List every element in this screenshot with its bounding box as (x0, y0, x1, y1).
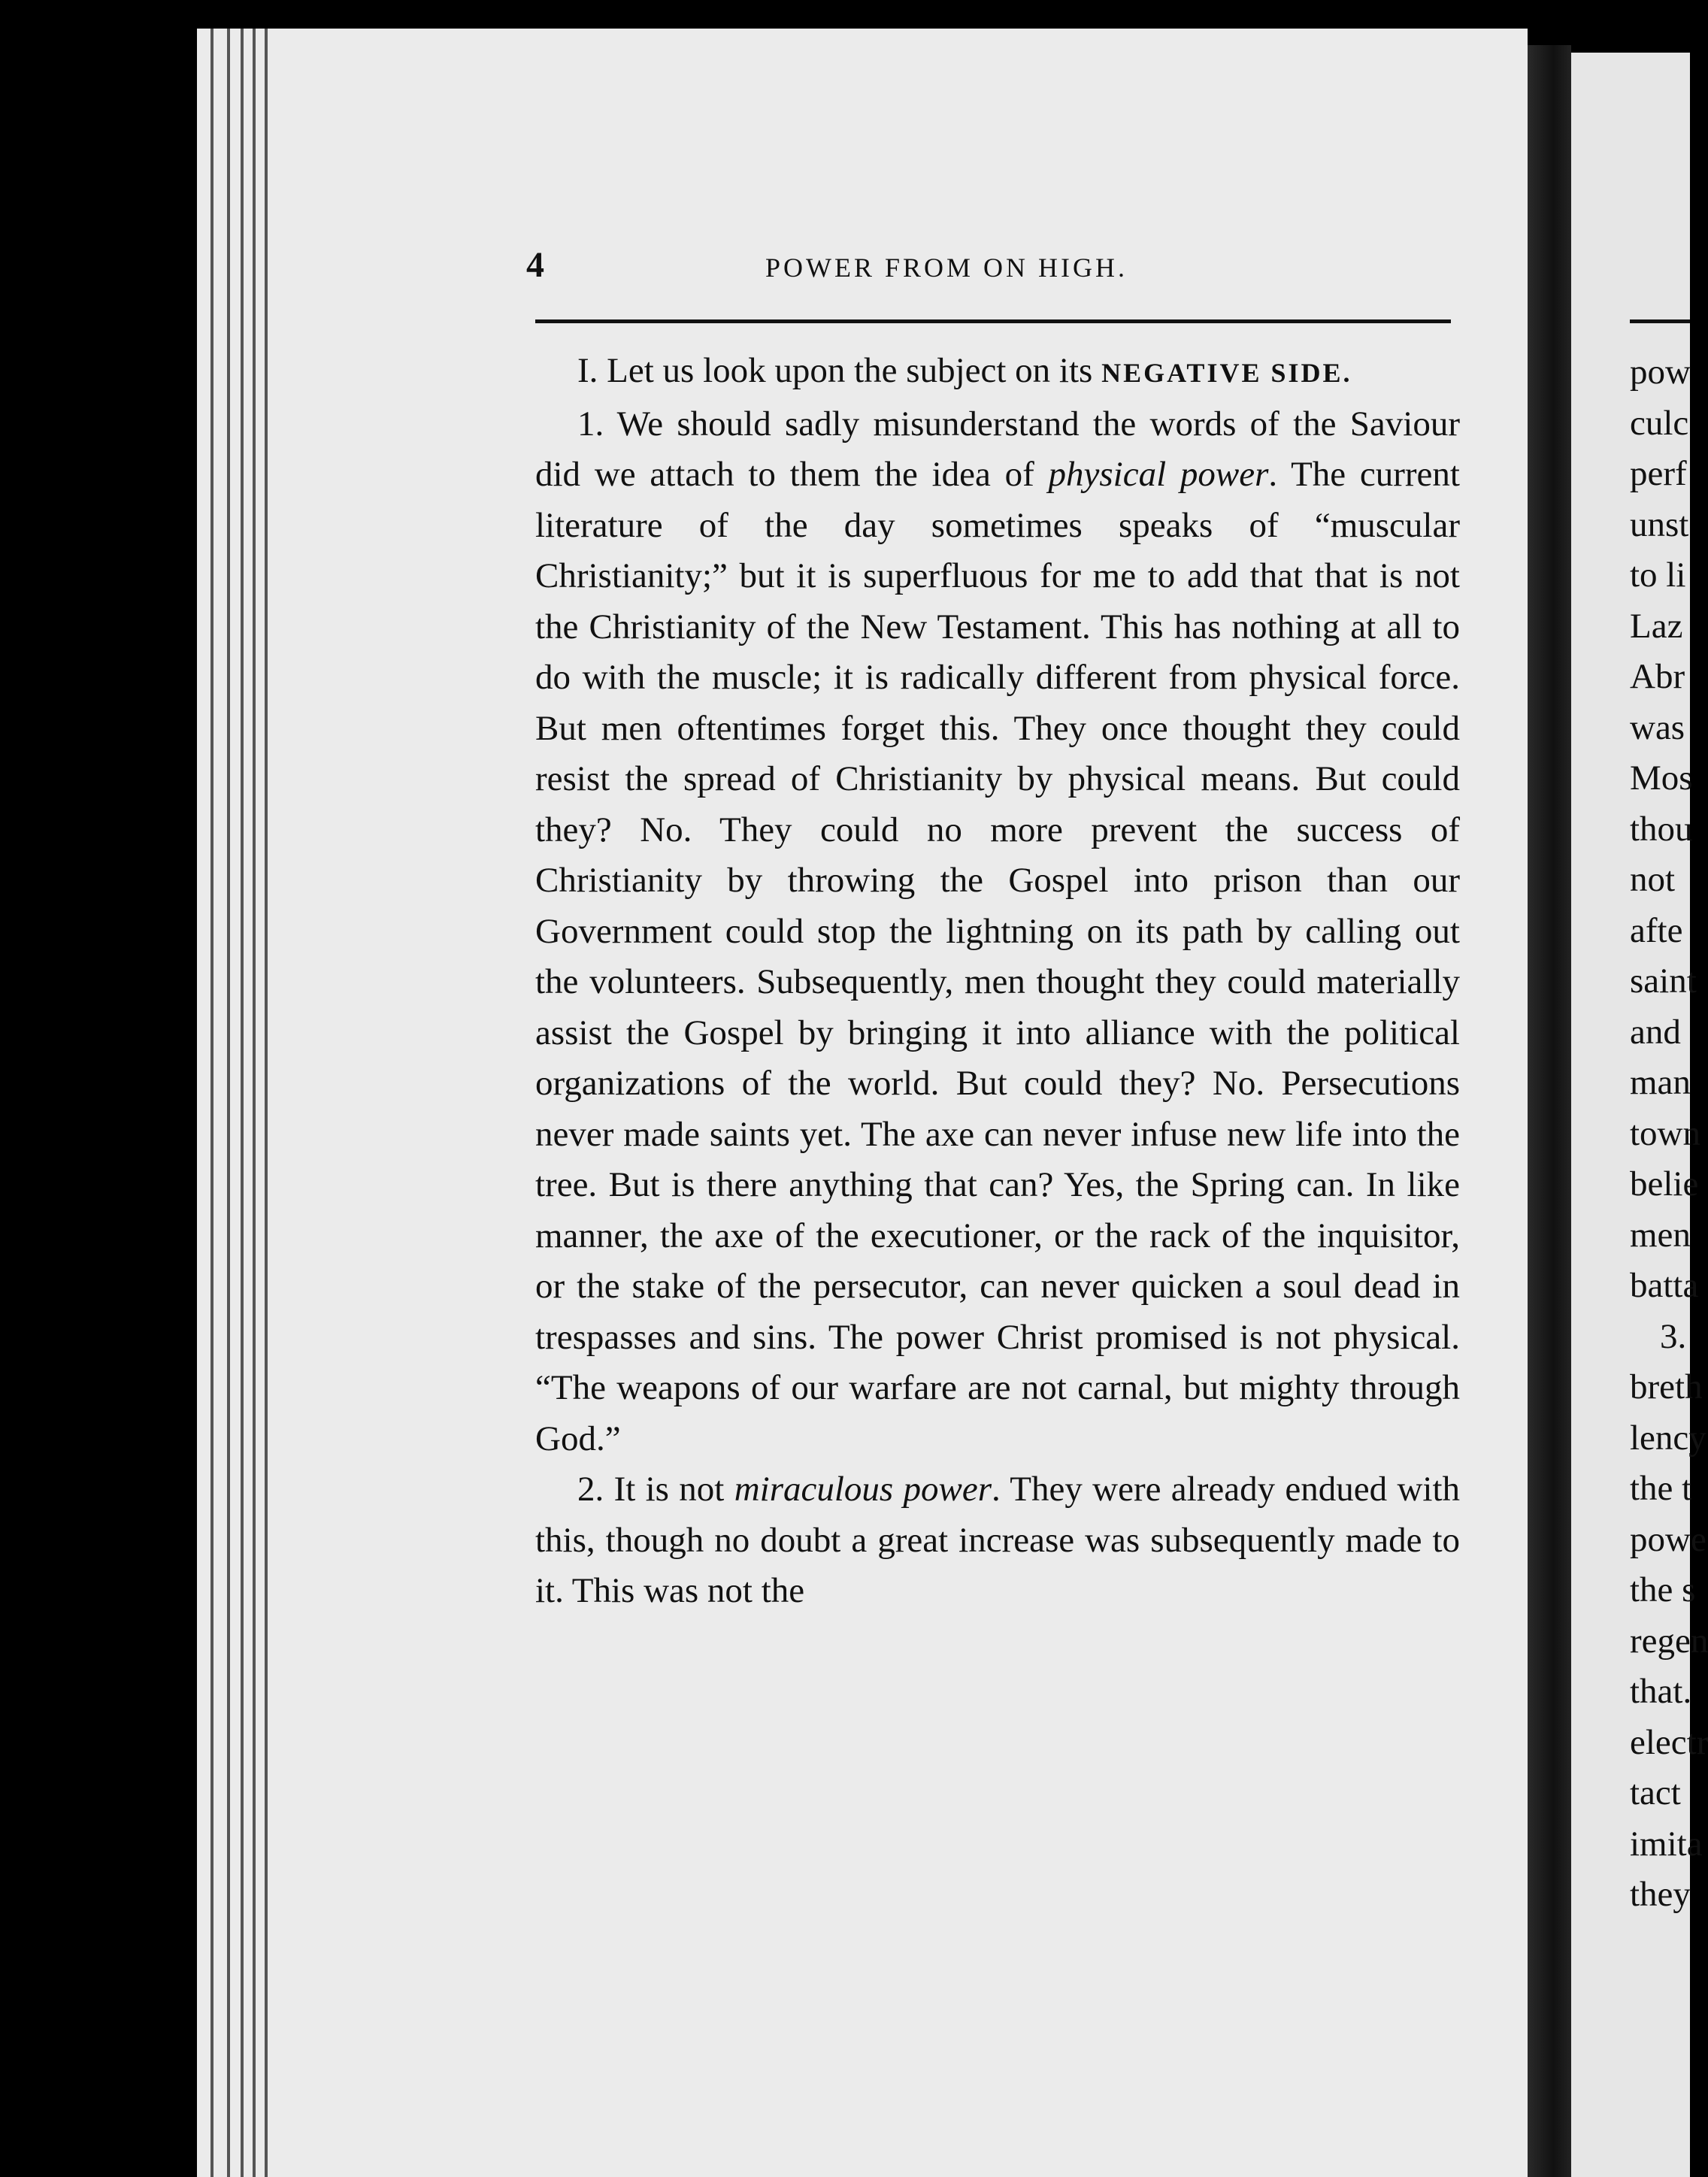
right-page-line: Mos (1630, 758, 1693, 798)
right-page-line: imita (1630, 1824, 1703, 1864)
right-page-line: powe (1630, 1519, 1706, 1559)
right-page-line: the s (1630, 1570, 1696, 1609)
negative-side-smallcaps: NEGATIVE SIDE. (1101, 358, 1352, 388)
right-page-line: was (1630, 707, 1685, 747)
paragraph-1-lead: I. Let us look upon the subject on its (577, 351, 1102, 390)
page-number: 4 (526, 245, 544, 285)
right-page-line: that. (1630, 1672, 1692, 1711)
paragraph-3-start: 2. It is not (577, 1470, 734, 1509)
right-page-line: batta (1630, 1266, 1699, 1305)
paragraph-2-rest: . The current literature of the day sometimes speaks of “muscular Christianity;” but it is superfluous for me to add that that is not the Christianity of the New Testament. This has nothing at all to do with the muscle; it is radically different from physical force. But men oftentimes forget this. They once thought they could resist the spread of Christianity by physical means. But could they? No. They could no more prevent the success of Christianity by throwing the Gospel into prison than our Government could stop the lightning on its path by calling out the volunteers. Subsequently, men thought they could materially assist the Gospel by bringing it into alliance with the political organizations of the world. But could they? No. Persecutions never made saints yet. The axe can never infuse new life into the tree. But is there anything that can? Yes, the Spring can. In like manner, the axe of the executioner, or the rack of the inquisitor, or the stake of the persecutor, can never quicken a soul dead in trespasses and sins. The power Christ promised is not physical. “The weapons of our warfare are not carnal, but mighty through God.” (535, 455, 1460, 1458)
running-head: POWER FROM ON HIGH. (765, 253, 1128, 283)
right-page-line: they (1630, 1875, 1691, 1914)
page-edge-stack (197, 29, 280, 2177)
right-page-line: thou (1630, 809, 1693, 849)
right-page-line: town (1630, 1113, 1700, 1153)
body-text (535, 346, 1460, 1617)
right-page-line: saint (1630, 961, 1697, 1001)
paragraph-1 (535, 346, 1460, 399)
right-header-rule (1630, 319, 1690, 323)
right-page-line: the t (1630, 1469, 1692, 1508)
right-page-line: pow (1630, 353, 1691, 392)
right-page-line: Abr (1630, 657, 1685, 696)
right-page-line: lency (1630, 1418, 1706, 1458)
right-page-line: belie (1630, 1164, 1699, 1204)
right-page-line: unst (1630, 504, 1689, 544)
right-page-line: to li (1630, 556, 1686, 595)
right-page-line: breth (1630, 1367, 1703, 1406)
miraculous-power-italic: miraculous power (734, 1470, 992, 1509)
paragraph-2 (535, 399, 1460, 1465)
paragraph-3 (535, 1464, 1460, 1617)
page-header (526, 244, 1525, 304)
right-page-line: 3. (1660, 1316, 1687, 1356)
right-page-line: men (1630, 1215, 1691, 1255)
right-page-line: man (1630, 1063, 1691, 1102)
right-page-line: Laz (1630, 606, 1683, 646)
paragraph-3-rest: . They were already endued with this, though no doubt a great increase was subsequently made to it. This was not the (535, 1470, 1461, 1610)
right-page-line: perf (1630, 454, 1687, 493)
right-page-line: afte (1630, 910, 1683, 950)
paragraph-2-start: 1. We should sadly misunderstand the words of the Saviour did we attach to them the idea of (535, 404, 1460, 494)
right-page-line: regen (1630, 1621, 1708, 1661)
right-page-line: culc (1630, 403, 1689, 443)
right-page-line: tact (1630, 1773, 1681, 1812)
header-rule (535, 319, 1451, 323)
book-gutter (1528, 45, 1571, 2177)
right-page-line: not (1630, 860, 1676, 899)
physical-power-italic: physical power (1048, 455, 1269, 494)
right-page-text-fragments (1630, 347, 1708, 1921)
right-page-line: and (1630, 1012, 1681, 1052)
right-page-line: electr (1630, 1722, 1708, 1762)
